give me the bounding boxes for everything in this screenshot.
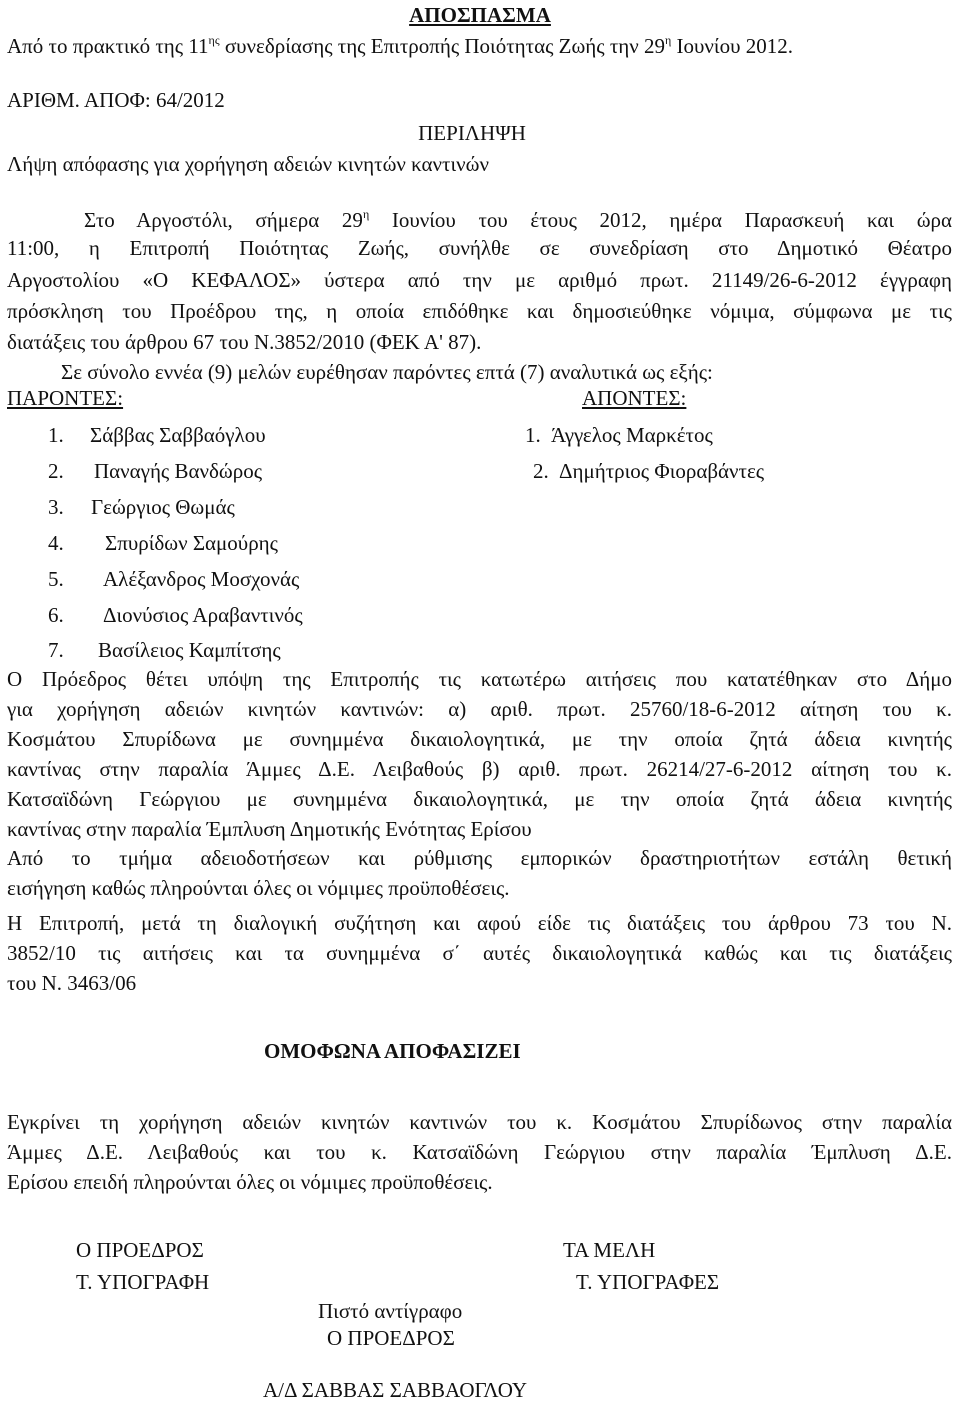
absent-heading: ΑΠΟΝΤΕΣ: bbox=[582, 386, 687, 410]
body-p1-line-1: Ο Πρόεδρος θέτει υπόψη της Επιτροπής τις κατωτέρω αιτήσεις που κατατέθηκαν στο Δήμο bbox=[7, 667, 952, 691]
body-p2-line-1: Από το τμήμα αδειοδοτήσεων και ρύθμισης εμπορικών δραστηριοτήτων εστάλη θετική bbox=[7, 846, 952, 870]
members-signatures: Τ. ΥΠΟΓΡΑΦΕΣ bbox=[576, 1270, 720, 1294]
president-signature: Τ. ΥΠΟΓΡΑΦΗ bbox=[76, 1270, 210, 1294]
list-item: 6. Διονύσιος Αραβαντινός bbox=[48, 603, 303, 627]
intro-line-3: Αργοστολίου «Ο ΚΕΦΑΛΟΣ» ύστερα από την με αριθμό πρωτ. 21149/26-6-2012 έγγραφη bbox=[7, 268, 952, 292]
decision-number: ΑΡΙΘΜ. ΑΠΟΦ: 64/2012 bbox=[7, 88, 225, 112]
members-label: ΤΑ ΜΕΛΗ bbox=[563, 1238, 656, 1262]
intro-line-4: πρόσκληση του Προέδρου της, η οποία επιδόθηκε και δημοσιεύθηκε νόμιμα, σύμφωνα με τις bbox=[7, 299, 952, 323]
intro-line-2: 11:00, η Επιτροπή Ποιότητας Ζωής, συνήλθε σε συνεδρίαση στο Δημοτικό Θέατρο bbox=[7, 236, 952, 260]
list-item: 2. Δημήτριος Φιοραβάντες bbox=[533, 459, 765, 483]
body-p1-line-6: καντίνας στην παραλία Έμπλυση Δημοτικής Ενότητας Ερίσου bbox=[7, 817, 532, 841]
true-copy-president: Ο ΠΡΟΕΔΡΟΣ bbox=[327, 1326, 455, 1350]
body-p4-line-1: Εγκρίνει τη χορήγηση αδειών κινητών καντινών του κ. Κοσμάτου Σπυρίδωνος στην παραλία bbox=[7, 1110, 952, 1134]
true-copy-label: Πιστό αντίγραφο bbox=[318, 1299, 463, 1323]
president-label: Ο ΠΡΟΕΔΡΟΣ bbox=[76, 1238, 204, 1262]
document-title: ΑΠΟΣΠΑΣΜΑ bbox=[409, 3, 551, 27]
body-p1-line-4: καντίνας στην παραλία Άμμες Δ.Ε. Λειβαθούς β) αριθ. πρωτ. 26214/27-6-2012 αίτηση του κ. bbox=[7, 757, 952, 781]
body-p1-line-3: Κοσμάτου Σπυρίδωνα με συνημμένα δικαιολογητικά, με την οποία ζητά άδεια κινητής bbox=[7, 727, 952, 751]
list-item: 1. Σάββας Σαββαόγλου bbox=[48, 423, 266, 447]
summary-text: Λήψη απόφασης για χορήγηση αδειών κινητών καντινών bbox=[7, 152, 489, 176]
body-p1-line-5: Κατσαϊδώνη Γεώργιου με συνημμένα δικαιολογητικά, με την οποία ζητά άδεια κινητής bbox=[7, 787, 952, 811]
body-p4-line-2: Άμμες Δ.Ε. Λειβαθούς και του κ. Κατσαϊδώνη Γεώργιου στην παραλία Έμπλυση Δ.Ε. bbox=[7, 1140, 952, 1164]
present-heading: ΠΑΡΟΝΤΕΣ: bbox=[7, 386, 124, 410]
signatory-name: Α/Δ ΣΑΒΒΑΣ ΣΑΒΒΑΟΓΛΟΥ bbox=[263, 1378, 528, 1402]
body-p3-line-3: του Ν. 3463/06 bbox=[7, 971, 137, 995]
list-item: 3. Γεώργιος Θωμάς bbox=[48, 495, 235, 519]
list-item: 5. Αλέξανδρος Μοσχονάς bbox=[48, 567, 300, 591]
intro-line-5: διατάξεις του άρθρου 67 του Ν.3852/2010 (ΦΕΚ Α' 87). bbox=[7, 330, 482, 354]
intro-line-1: Στο Αργοστόλι, σήμερα $29^\eta$ Ιουνίου του έτους 2012, ημέρα Παρασκευή και ώρα bbox=[84, 207, 953, 232]
body-p1-line-2: για χορήγηση αδειών κινητών καντινών: α) αριθ. πρωτ. 25760/18-6-2012 αίτηση του κ. bbox=[7, 697, 952, 721]
minutes-reference: Από το πρακτικό της $11^{\eta\varsigma}$ συνεδρίασης της Επιτροπής Ποιότητας Ζωής την $29^\eta$ Ιουνίου 2012. bbox=[7, 33, 793, 58]
list-item: 2. Παναγής Βανδώρος bbox=[48, 459, 263, 483]
intro-line-6: Σε σύνολο εννέα (9) μελών ευρέθησαν παρόντες επτά (7) αναλυτικά ως εξής: bbox=[61, 360, 713, 384]
body-p3-line-2: 3852/10 τις αιτήσεις και τα συνημμένα σ΄ αυτές δικαιολογητικά καθώς και τις διατάξεις bbox=[7, 941, 952, 965]
body-p3-line-1: Η Επιτροπή, μετά τη διαλογική συζήτηση και αφού είδε τις διατάξεις του άρθρου 73 του Ν. bbox=[7, 911, 952, 935]
list-item: 1. Άγγελος Μαρκέτος bbox=[525, 423, 713, 447]
summary-heading: ΠΕΡΙΛΗΨΗ bbox=[418, 121, 526, 145]
list-item: 7. Βασίλειος Καμπίτσης bbox=[48, 638, 281, 662]
unanimous-decision-heading: ΟΜΟΦΩΝΑ ΑΠΟΦΑΣΙΖΕΙ bbox=[264, 1039, 521, 1063]
list-item: 4. Σπυρίδων Σαμούρης bbox=[48, 531, 278, 555]
body-p4-line-3: Ερίσου επειδή πληρούνται όλες οι νόμιμες προϋποθέσεις. bbox=[7, 1170, 493, 1194]
body-p2-line-2: εισήγηση καθώς πληρούνται όλες οι νόμιμες προϋποθέσεις. bbox=[7, 876, 510, 900]
